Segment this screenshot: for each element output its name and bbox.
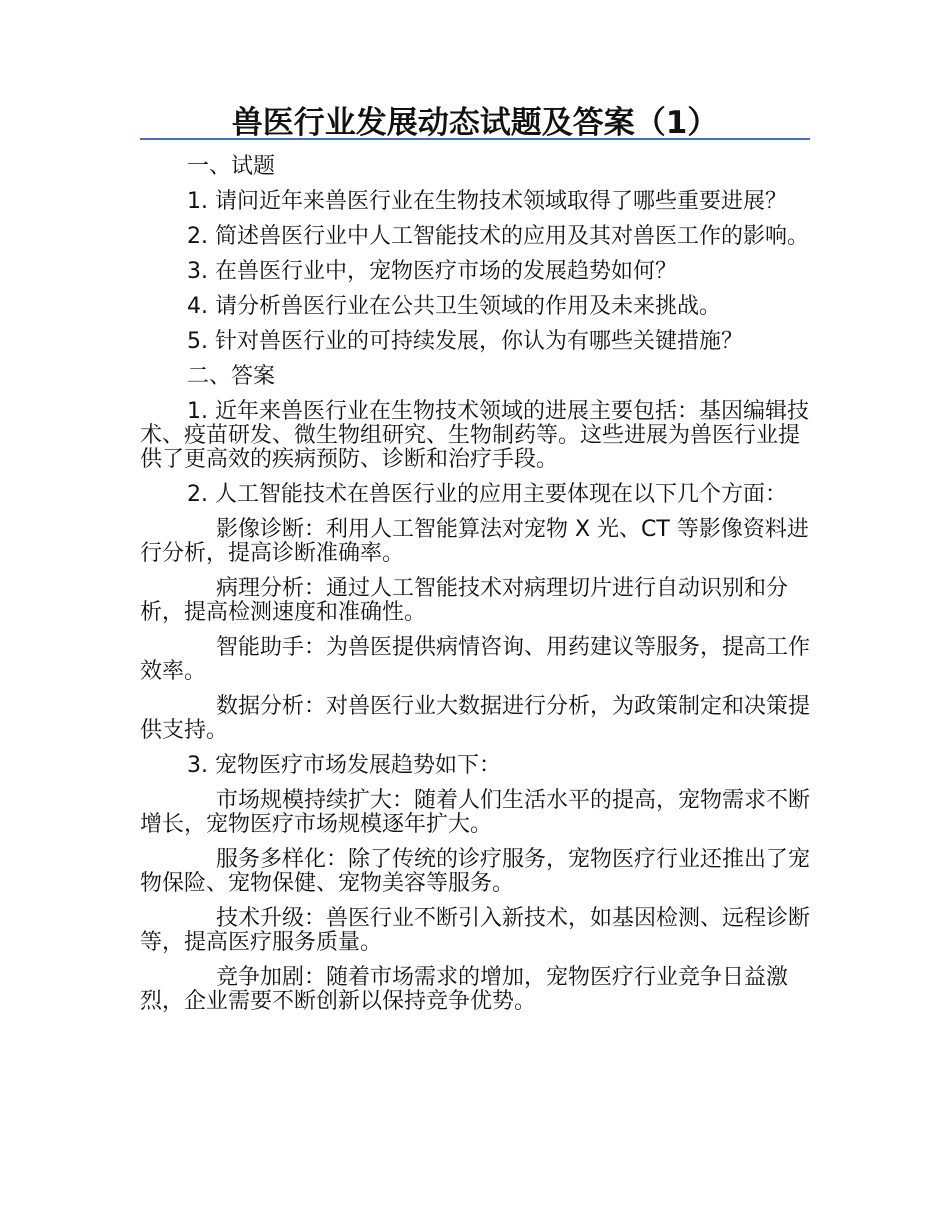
question-item: 4. 请分析兽医行业在公共卫生领域的作用及未来挑战。 xyxy=(187,294,721,319)
answer-paragraph: 1. 近年来兽医行业在生物技术领域的进展主要包括：基因编辑技术、疫苗研发、微生物组研究、生物制药等。这些进展为兽医行业提供了更高效的疾病预防、诊断和治疗手段。 xyxy=(140,399,809,472)
section-heading-answers: 二、答案 xyxy=(187,364,276,389)
document-title: 兽医行业发展动态试题及答案（1） xyxy=(231,105,719,141)
answer-subitem: 数据分析：对兽医行业大数据进行分析，为政策制定和决策提供支持。 xyxy=(140,694,811,743)
document-body xyxy=(140,155,810,1025)
answer-subitem: 服务多样化：除了传统的诊疗服务，宠物医疗行业还推出了宠物保险、宠物保健、宠物美容等服务。 xyxy=(140,847,811,896)
title-underline xyxy=(140,138,810,140)
answer-paragraph: 2. 人工智能技术在兽医行业的应用主要体现在以下几个方面： xyxy=(187,482,787,507)
section-heading-questions: 一、试题 xyxy=(187,154,276,179)
answer-paragraph: 3. 宠物医疗市场发展趋势如下： xyxy=(187,753,501,778)
answer-subitem: 技术升级：兽医行业不断引入新技术，如基因检测、远程诊断等，提高医疗服务质量。 xyxy=(140,906,811,955)
answer-subitem: 影像诊断：利用人工智能算法对宠物 X 光、CT 等影像资料进行分析，提高诊断准确率。 xyxy=(140,517,809,566)
answer-subitem: 竞争加剧：随着市场需求的增加，宠物医疗行业竞争日益激烈，企业需要不断创新以保持竞争优势。 xyxy=(140,965,789,1014)
answer-subitem: 市场规模持续扩大：随着人们生活水平的提高，宠物需求不断增长，宠物医疗市场规模逐年扩大。 xyxy=(140,788,811,837)
question-item: 5. 针对兽医行业的可持续发展，你认为有哪些关键措施？ xyxy=(187,329,743,354)
answer-subitem: 病理分析：通过人工智能技术对病理切片进行自动识别和分析，提高检测速度和准确性。 xyxy=(140,576,789,625)
question-item: 1. 请问近年来兽医行业在生物技术领域取得了哪些重要进展？ xyxy=(187,189,787,214)
answer-subitem: 智能助手：为兽医提供病情咨询、用药建议等服务，提高工作效率。 xyxy=(140,635,811,684)
question-item: 3. 在兽医行业中，宠物医疗市场的发展趋势如何？ xyxy=(187,259,677,284)
question-item: 2. 简述兽医行业中人工智能技术的应用及其对兽医工作的影响。 xyxy=(187,224,809,249)
